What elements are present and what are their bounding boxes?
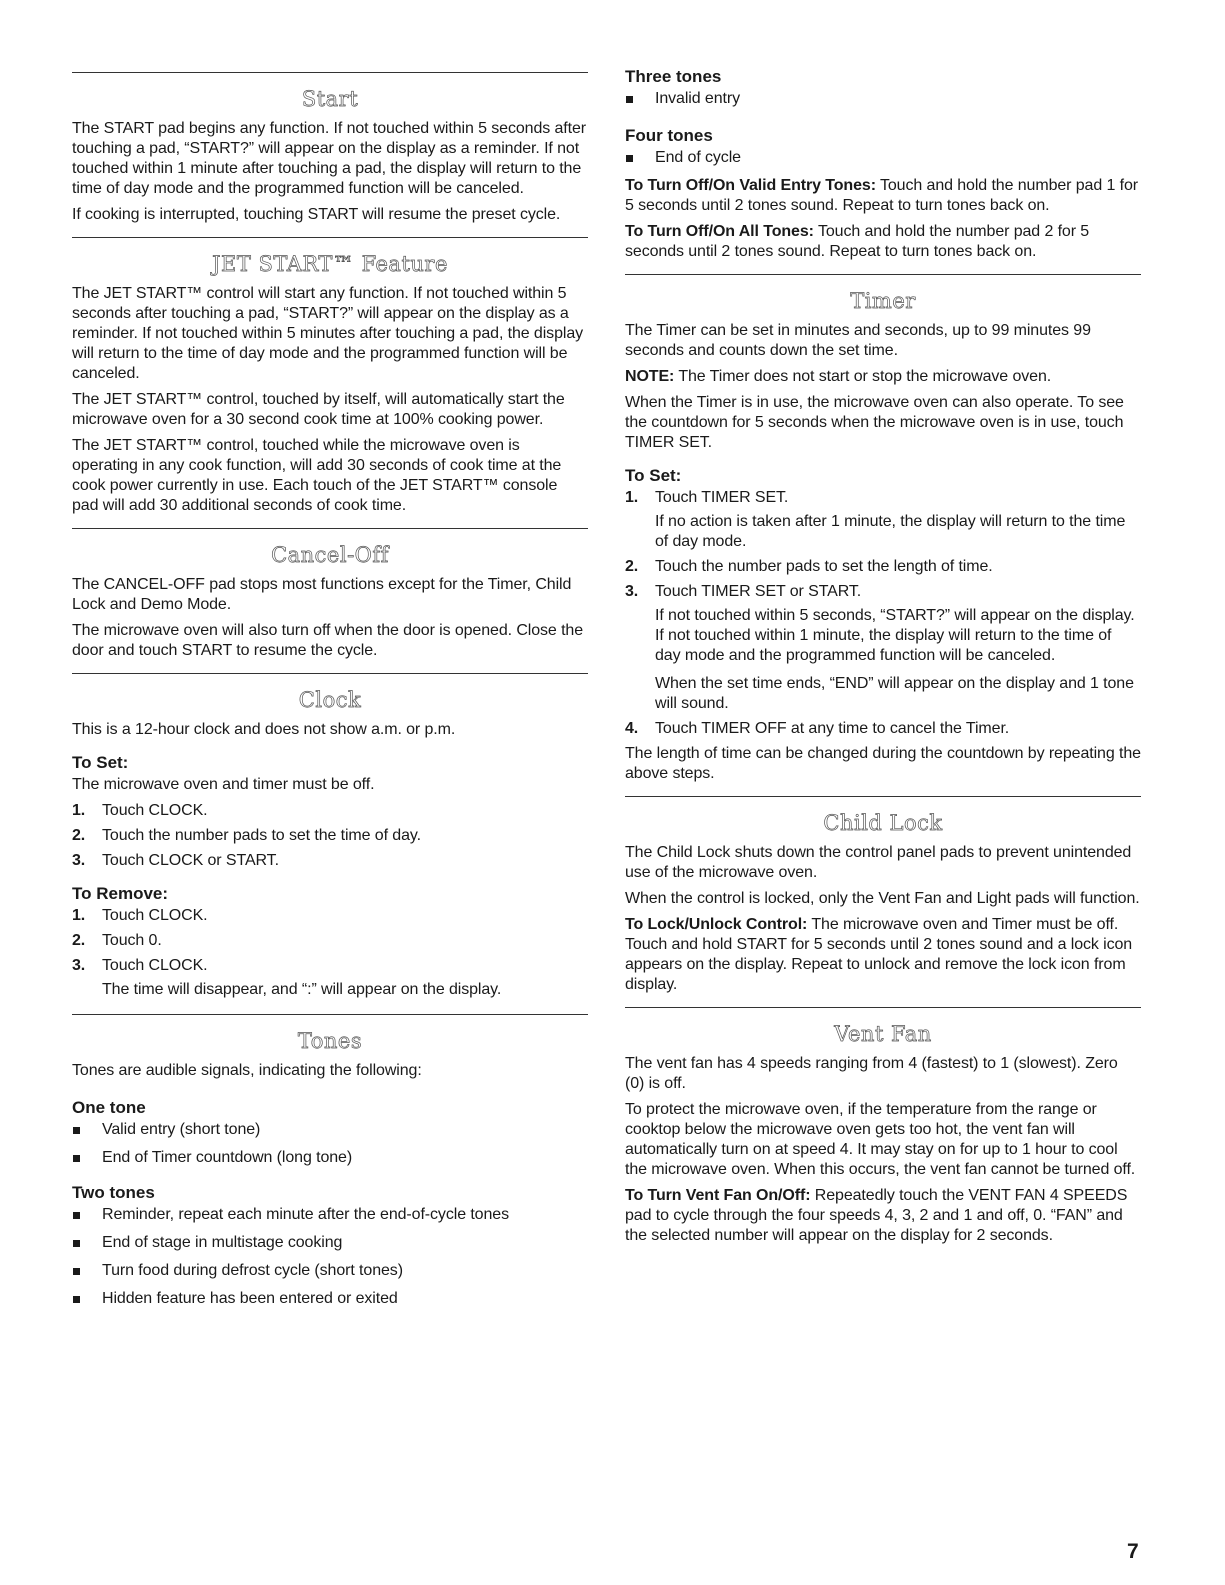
child-lock-label: To Lock/Unlock Control: <box>625 916 808 933</box>
page-number: 7 <box>1127 1540 1139 1563</box>
list-item <box>72 931 588 951</box>
section-clock <box>72 673 588 1000</box>
two-tones-list <box>72 1205 588 1309</box>
list-item: Turn food during defrost cycle (short tones) <box>72 1261 588 1281</box>
three-tones-heading: Three tones <box>625 67 722 86</box>
child-paragraph-1: The Child Lock shuts down the control panel pads to prevent unintended use of the microwave oven. <box>625 844 1132 881</box>
step-text: Touch CLOCK. <box>102 957 208 974</box>
step-note: If not touched within 5 seconds, “START?” will appear on the display. If not touched within 1 minute, the display will return to the time of day mode and the programmed function will be canceled. <box>655 607 1135 664</box>
list-item <box>72 801 588 821</box>
step-text: Touch 0. <box>102 932 162 949</box>
list-item <box>72 826 588 846</box>
section-title-timer: Timer <box>850 289 916 313</box>
step-text: Touch CLOCK or START. <box>102 852 279 869</box>
step-number: 1. <box>72 802 86 819</box>
list-item <box>72 851 588 871</box>
step-number: 1. <box>72 907 86 924</box>
section-vent-fan <box>625 1007 1141 1246</box>
step-text: Touch the number pads to set the time of day. <box>102 827 421 844</box>
step-note: If no action is taken after 1 minute, the display will return to the time of day mode. <box>655 513 1126 550</box>
timer-set-heading: To Set: <box>625 466 682 485</box>
timer-paragraph-1: The Timer can be set in minutes and seconds, up to 99 minutes 99 seconds and counts down the set time. <box>625 322 1091 359</box>
vent-fan-paragraph <box>625 1186 1141 1246</box>
timer-note-label: NOTE: <box>625 368 675 385</box>
list-item <box>72 956 588 1000</box>
section-jet-start <box>72 237 588 516</box>
list-item: End of Timer countdown (long tone) <box>72 1148 588 1168</box>
list-item: Valid entry (short tone) <box>72 1120 588 1140</box>
one-tone-heading: One tone <box>72 1098 146 1117</box>
timer-set-steps <box>625 488 1141 739</box>
step-note: When the set time ends, “END” will appear on the display and 1 tone will sound. <box>655 675 1134 712</box>
step-text: Touch TIMER SET. <box>655 489 789 506</box>
cancel-paragraph-1: The CANCEL-OFF pad stops most functions except for the Timer, Child Lock and Demo Mode. <box>72 576 572 613</box>
one-tone-list <box>72 1120 588 1168</box>
timer-note <box>625 367 1141 387</box>
clock-set-steps <box>72 801 588 871</box>
timer-paragraph-3: The length of time can be changed during the countdown by repeating the above steps. <box>625 745 1141 782</box>
step-number: 2. <box>625 558 639 575</box>
clock-remove-steps <box>72 906 588 1000</box>
list-item <box>72 906 588 926</box>
step-text: Touch CLOCK. <box>102 907 208 924</box>
section-title-cancel-off: Cancel-Off <box>271 543 389 567</box>
step-text: Touch TIMER SET or START. <box>655 583 862 600</box>
child-lock-text: The microwave oven and Timer must be off. Touch and hold START for 5 seconds until 2 tones sound and a lock icon appears on the display. Repeat to unlock and remove the lock icon from display. <box>625 916 1133 993</box>
tones-paragraph-1: Tones are audible signals, indicating the following: <box>72 1062 422 1079</box>
clock-set-intro: The microwave oven and timer must be off. <box>72 776 375 793</box>
list-item <box>625 719 1141 739</box>
list-item: Hidden feature has been entered or exited <box>72 1289 588 1309</box>
vent-fan-text: Repeatedly touch the VENT FAN 4 SPEEDS pad to cycle through the four speeds 4, 3, 2 and 1 and off, 0. “FAN” and the selected number will appear on the display for 2 seconds. <box>625 1187 1128 1244</box>
list-item: Reminder, repeat each minute after the end-of-cycle tones <box>72 1205 588 1225</box>
list-item <box>625 557 1141 577</box>
tones-continued <box>625 66 1141 262</box>
step-text: Touch the number pads to set the length of time. <box>655 558 993 575</box>
valid-tones-label: To Turn Off/On Valid Entry Tones: <box>625 177 876 194</box>
start-paragraph-2: If cooking is interrupted, touching START will resume the preset cycle. <box>72 206 561 223</box>
step-number: 2. <box>72 827 86 844</box>
section-tones <box>72 1014 588 1309</box>
section-child-lock <box>625 796 1141 995</box>
list-item: End of stage in multistage cooking <box>72 1233 588 1253</box>
four-tones-heading: Four tones <box>625 126 713 145</box>
step-text: Touch CLOCK. <box>102 802 208 819</box>
list-item: Invalid entry <box>625 89 1141 109</box>
jet-paragraph-1: The JET START™ control will start any function. If not touched within 5 seconds after touching a pad, “START?” will appear on the display as a reminder. If not touched within 5 minutes after touching a pad, the display will return to the time of day mode and the programmed function will be canceled. <box>72 285 584 382</box>
section-timer <box>625 274 1141 784</box>
section-start <box>72 72 588 225</box>
section-title-vent-fan: Vent Fan <box>834 1022 932 1046</box>
step-number: 1. <box>625 489 639 506</box>
clock-set-heading: To Set: <box>72 753 129 772</box>
all-tones-label: To Turn Off/On All Tones: <box>625 223 814 240</box>
all-tones-text: Touch and hold the number pad 2 for 5 seconds until 2 tones sound. Repeat to turn tones back on. <box>625 223 1090 260</box>
vent-paragraph-2: To protect the microwave oven, if the temperature from the range or cooktop below the microwave oven gets too hot, the vent fan will automatically turn on at speed 4. It may stay on for up to 1 hour to cool the microwave oven. When this occurs, the vent fan cannot be turned off. <box>625 1101 1136 1178</box>
step-number: 4. <box>625 720 639 737</box>
step-number: 3. <box>72 852 86 869</box>
list-item <box>625 582 1141 714</box>
left-column <box>72 0 588 1317</box>
child-lock-paragraph <box>625 915 1141 995</box>
cancel-paragraph-2: The microwave oven will also turn off when the door is opened. Close the door and touch START to resume the cycle. <box>72 622 584 659</box>
valid-tones-paragraph <box>625 176 1141 216</box>
section-title-child-lock: Child Lock <box>823 811 943 835</box>
timer-note-text: The Timer does not start or stop the microwave oven. <box>674 368 1052 385</box>
step-number: 3. <box>72 957 86 974</box>
clock-remove-note: The time will disappear, and “:” will appear on the display. <box>102 981 502 998</box>
vent-paragraph-1: The vent fan has 4 speeds ranging from 4 (fastest) to 1 (slowest). Zero (0) is off. <box>625 1055 1118 1092</box>
timer-paragraph-2: When the Timer is in use, the microwave oven can also operate. To see the countdown for 5 seconds when the microwave oven is in use, touch TIMER SET. <box>625 394 1124 451</box>
clock-paragraph-1: This is a 12-hour clock and does not show a.m. or p.m. <box>72 721 456 738</box>
list-item: End of cycle <box>625 148 1141 168</box>
section-title-jet-start: JET START™ Feature <box>212 252 448 276</box>
all-tones-paragraph <box>625 222 1141 262</box>
section-cancel-off <box>72 528 588 661</box>
two-tones-heading: Two tones <box>72 1183 155 1202</box>
step-text: Touch TIMER OFF at any time to cancel the Timer. <box>655 720 1010 737</box>
section-title-clock: Clock <box>298 688 362 712</box>
right-column <box>625 0 1141 1252</box>
start-paragraph-1: The START pad begins any function. If not touched within 5 seconds after touching a pad, “START?” will appear on the display as a reminder. If not touched within 1 minute after touching a pad, the display will return to the time of day mode and the programmed function will be canceled. <box>72 120 587 197</box>
step-number: 3. <box>625 583 639 600</box>
section-title-start: Start <box>301 87 359 111</box>
step-number: 2. <box>72 932 86 949</box>
jet-paragraph-3: The JET START™ control, touched while the microwave oven is operating in any cook function, will add 30 seconds of cook time at the cook power currently in use. Each touch of the JET START™ console pad will add 30 additional seconds of cook time. <box>72 437 562 514</box>
child-paragraph-2: When the control is locked, only the Vent Fan and Light pads will function. <box>625 890 1140 907</box>
section-title-tones: Tones <box>297 1029 363 1053</box>
jet-paragraph-2: The JET START™ control, touched by itself, will automatically start the microwave oven for a 30 second cook time at 100% cooking power. <box>72 391 565 428</box>
clock-remove-heading: To Remove: <box>72 884 169 903</box>
valid-tones-text: Touch and hold the number pad 1 for 5 seconds until 2 tones sound. Repeat to turn tones back on. <box>625 177 1138 214</box>
list-item <box>625 488 1141 552</box>
vent-fan-label: To Turn Vent Fan On/Off: <box>625 1187 811 1204</box>
four-tones-list <box>625 148 1141 168</box>
three-tones-list <box>625 89 1141 109</box>
